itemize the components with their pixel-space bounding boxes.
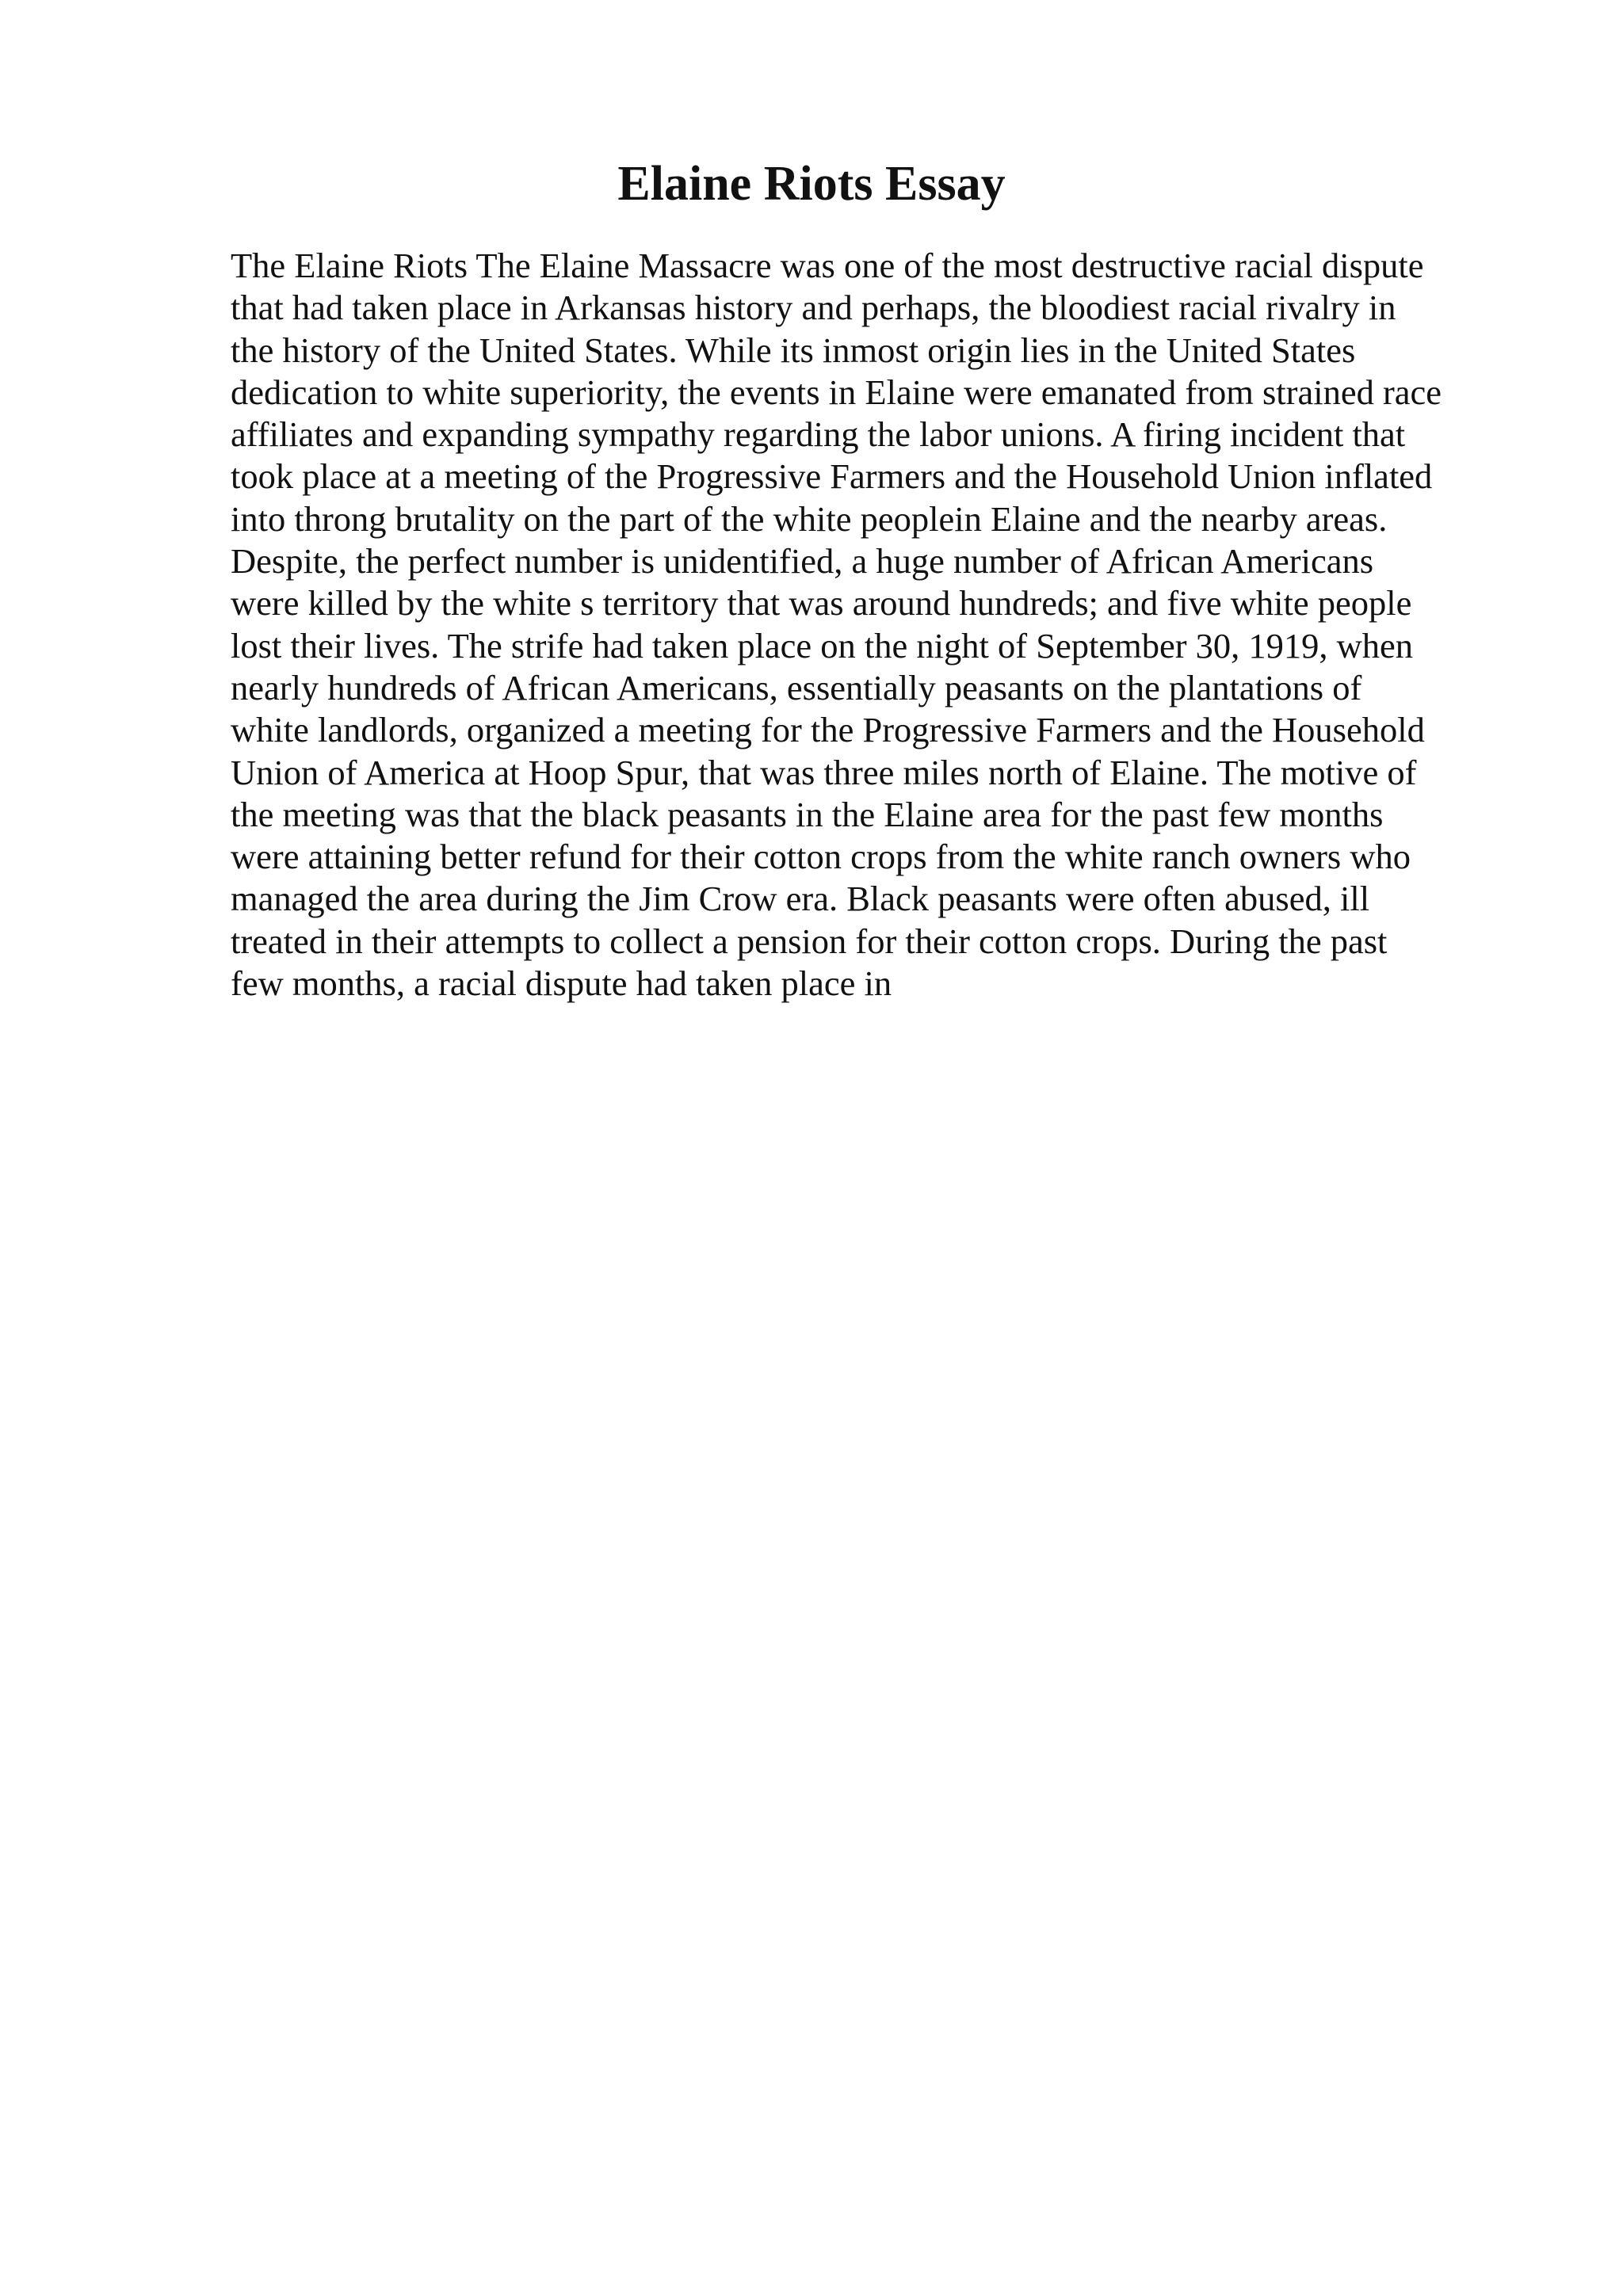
essay-line: treated in their attempts to collect a pension for their cotton crops. During the past — [231, 921, 1388, 961]
essay-line: affiliates and expanding sympathy regarding the labor unions. A firing incident that — [231, 414, 1406, 455]
essay-line: took place at a meeting of the Progressive Farmers and the Household Union inflated — [231, 456, 1433, 497]
essay-line: the meeting was that the black peasants in the Elaine area for the past few months — [231, 794, 1384, 834]
essay-line: The Elaine Riots The Elaine Massacre was one of the most destructive racial dispute — [231, 246, 1424, 285]
essay-line: dedication to white superiority, the events in Elaine were emanated from strained race — [231, 372, 1442, 412]
essay-line: into throng brutality on the part of the white peoplein Elaine and the nearby areas. — [231, 498, 1388, 539]
essay-line: nearly hundreds of African Americans, essentially peasants on the plantations of — [231, 667, 1362, 707]
essay-line: that had taken place in Arkansas history and perhaps, the bloodiest racial rivalry in — [231, 288, 1396, 328]
essay-line: white landlords, organized a meeting for the Progressive Farmers and the Household — [231, 710, 1425, 750]
essay-line: were killed by the white s territory that was around hundreds; and five white people — [231, 583, 1412, 624]
essay-line: Union of America at Hoop Spur, that was three miles north of Elaine. The motive of — [231, 752, 1417, 792]
essay-body — [231, 245, 1514, 1005]
essay-line: were attaining better refund for their cotton crops from the white ranch owners who — [231, 837, 1411, 877]
essay-line: few months, a racial dispute had taken place in — [231, 963, 892, 1004]
essay-line: the history of the United States. While its inmost origin lies in the United States — [231, 330, 1356, 370]
essay-line: managed the area during the Jim Crow era. Black peasants were often abused, ill — [231, 879, 1370, 919]
document-title: Elaine Riots Essay — [617, 157, 1006, 211]
essay-line: lost their lives. The strife had taken place on the night of September 30, 1919, when — [231, 625, 1414, 666]
essay-line: Despite, the perfect number is unidentified, a huge number of African Americans — [231, 541, 1374, 582]
